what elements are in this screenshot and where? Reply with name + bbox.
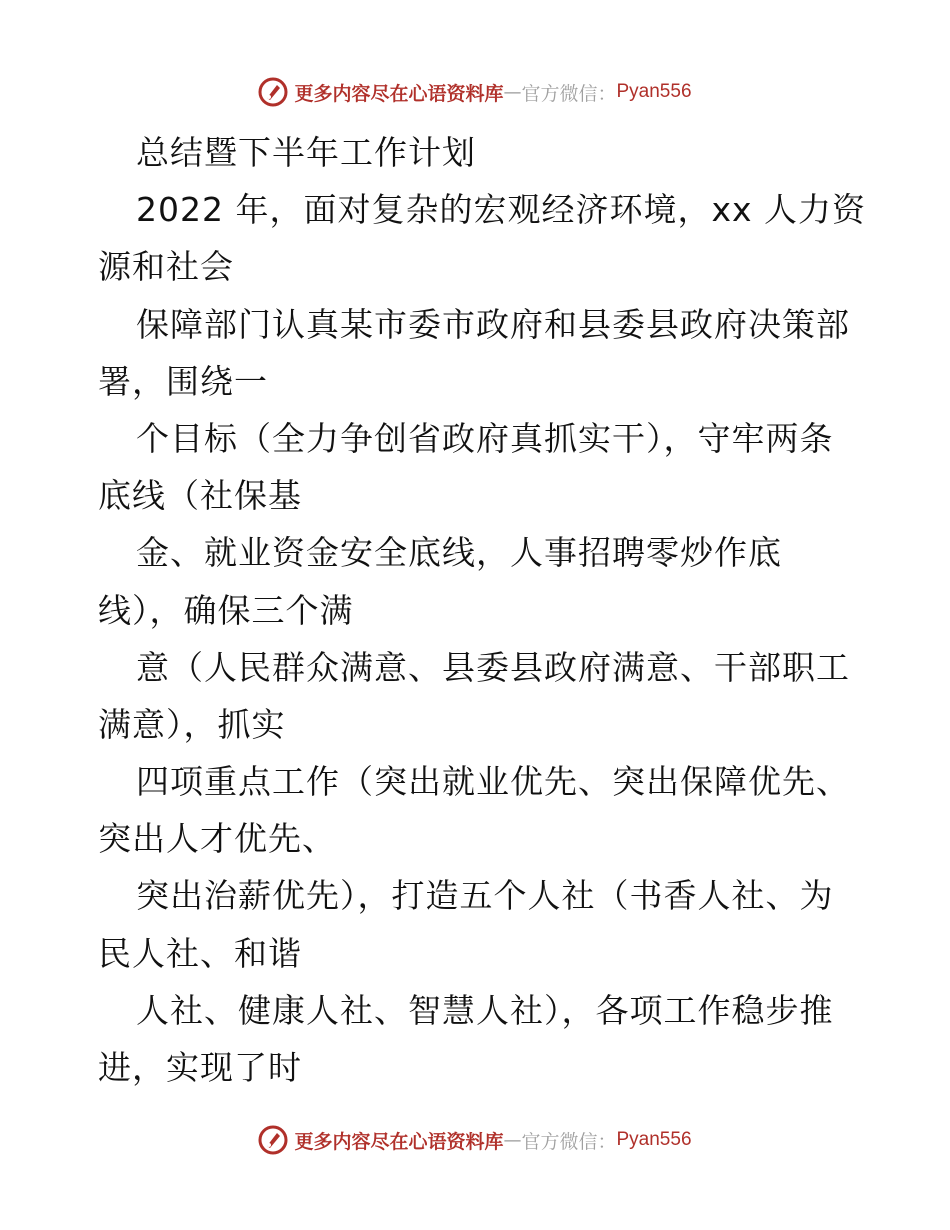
footer-banner-contact-id: Pyan556 — [616, 1129, 692, 1150]
paragraph-line: 源和社会 — [98, 247, 234, 287]
footer-banner-contact-label: 官方微信： — [521, 1130, 617, 1153]
footer-banner-text: 更多内容尽在心语资料库 — [294, 1130, 504, 1153]
paragraph-line: 意（人民群众满意、县委县政府满意、干部职工 — [136, 647, 850, 687]
paragraph-line: 四项重点工作（突出就业优先、突出保障优先、 — [136, 762, 850, 802]
footer-banner-separator: — — [503, 1129, 522, 1151]
paragraph-line: 底线（社保基 — [98, 476, 302, 516]
paragraph-line: 保障部门认真某市委市政府和县委县政府决策部 — [136, 304, 850, 344]
paragraph-line: 金、就业资金安全底线，人事招聘零炒作底 — [136, 533, 782, 573]
paragraph-line: 满意），抓实 — [98, 704, 286, 744]
paragraph-line: 突出治薪优先），打造五个人社（书香人社、为 — [136, 876, 834, 916]
header-banner-contact-id: Pyan556 — [616, 81, 692, 102]
paragraph-line: 署，围绕一 — [98, 361, 268, 401]
header-banner — [0, 70, 950, 114]
pen-nib-logo-icon — [258, 77, 288, 107]
paragraph-line: 2022 年，面对复杂的宏观经济环境，xx 人力资 — [136, 190, 867, 230]
document-body — [98, 124, 867, 1096]
header-banner-separator: — — [503, 81, 522, 103]
paragraph-line: 突出人才优先、 — [98, 819, 336, 859]
header-banner-contact-label: 官方微信： — [521, 82, 617, 105]
document-title-line: 总结暨下半年工作计划 — [136, 133, 476, 172]
paragraph-line: 进，实现了时 — [98, 1048, 302, 1087]
footer-banner — [0, 1118, 950, 1162]
header-banner-text: 更多内容尽在心语资料库 — [294, 82, 504, 105]
paragraph-line: 线），确保三个满 — [98, 590, 354, 630]
paragraph-line: 个目标（全力争创省政府真抓实干），守牢两条 — [136, 418, 834, 458]
paragraph-line: 人社、健康人社、智慧人社），各项工作稳步推 — [136, 990, 834, 1030]
paragraph-line: 民人社、和谐 — [98, 933, 302, 973]
pen-nib-logo-icon — [258, 1125, 288, 1155]
